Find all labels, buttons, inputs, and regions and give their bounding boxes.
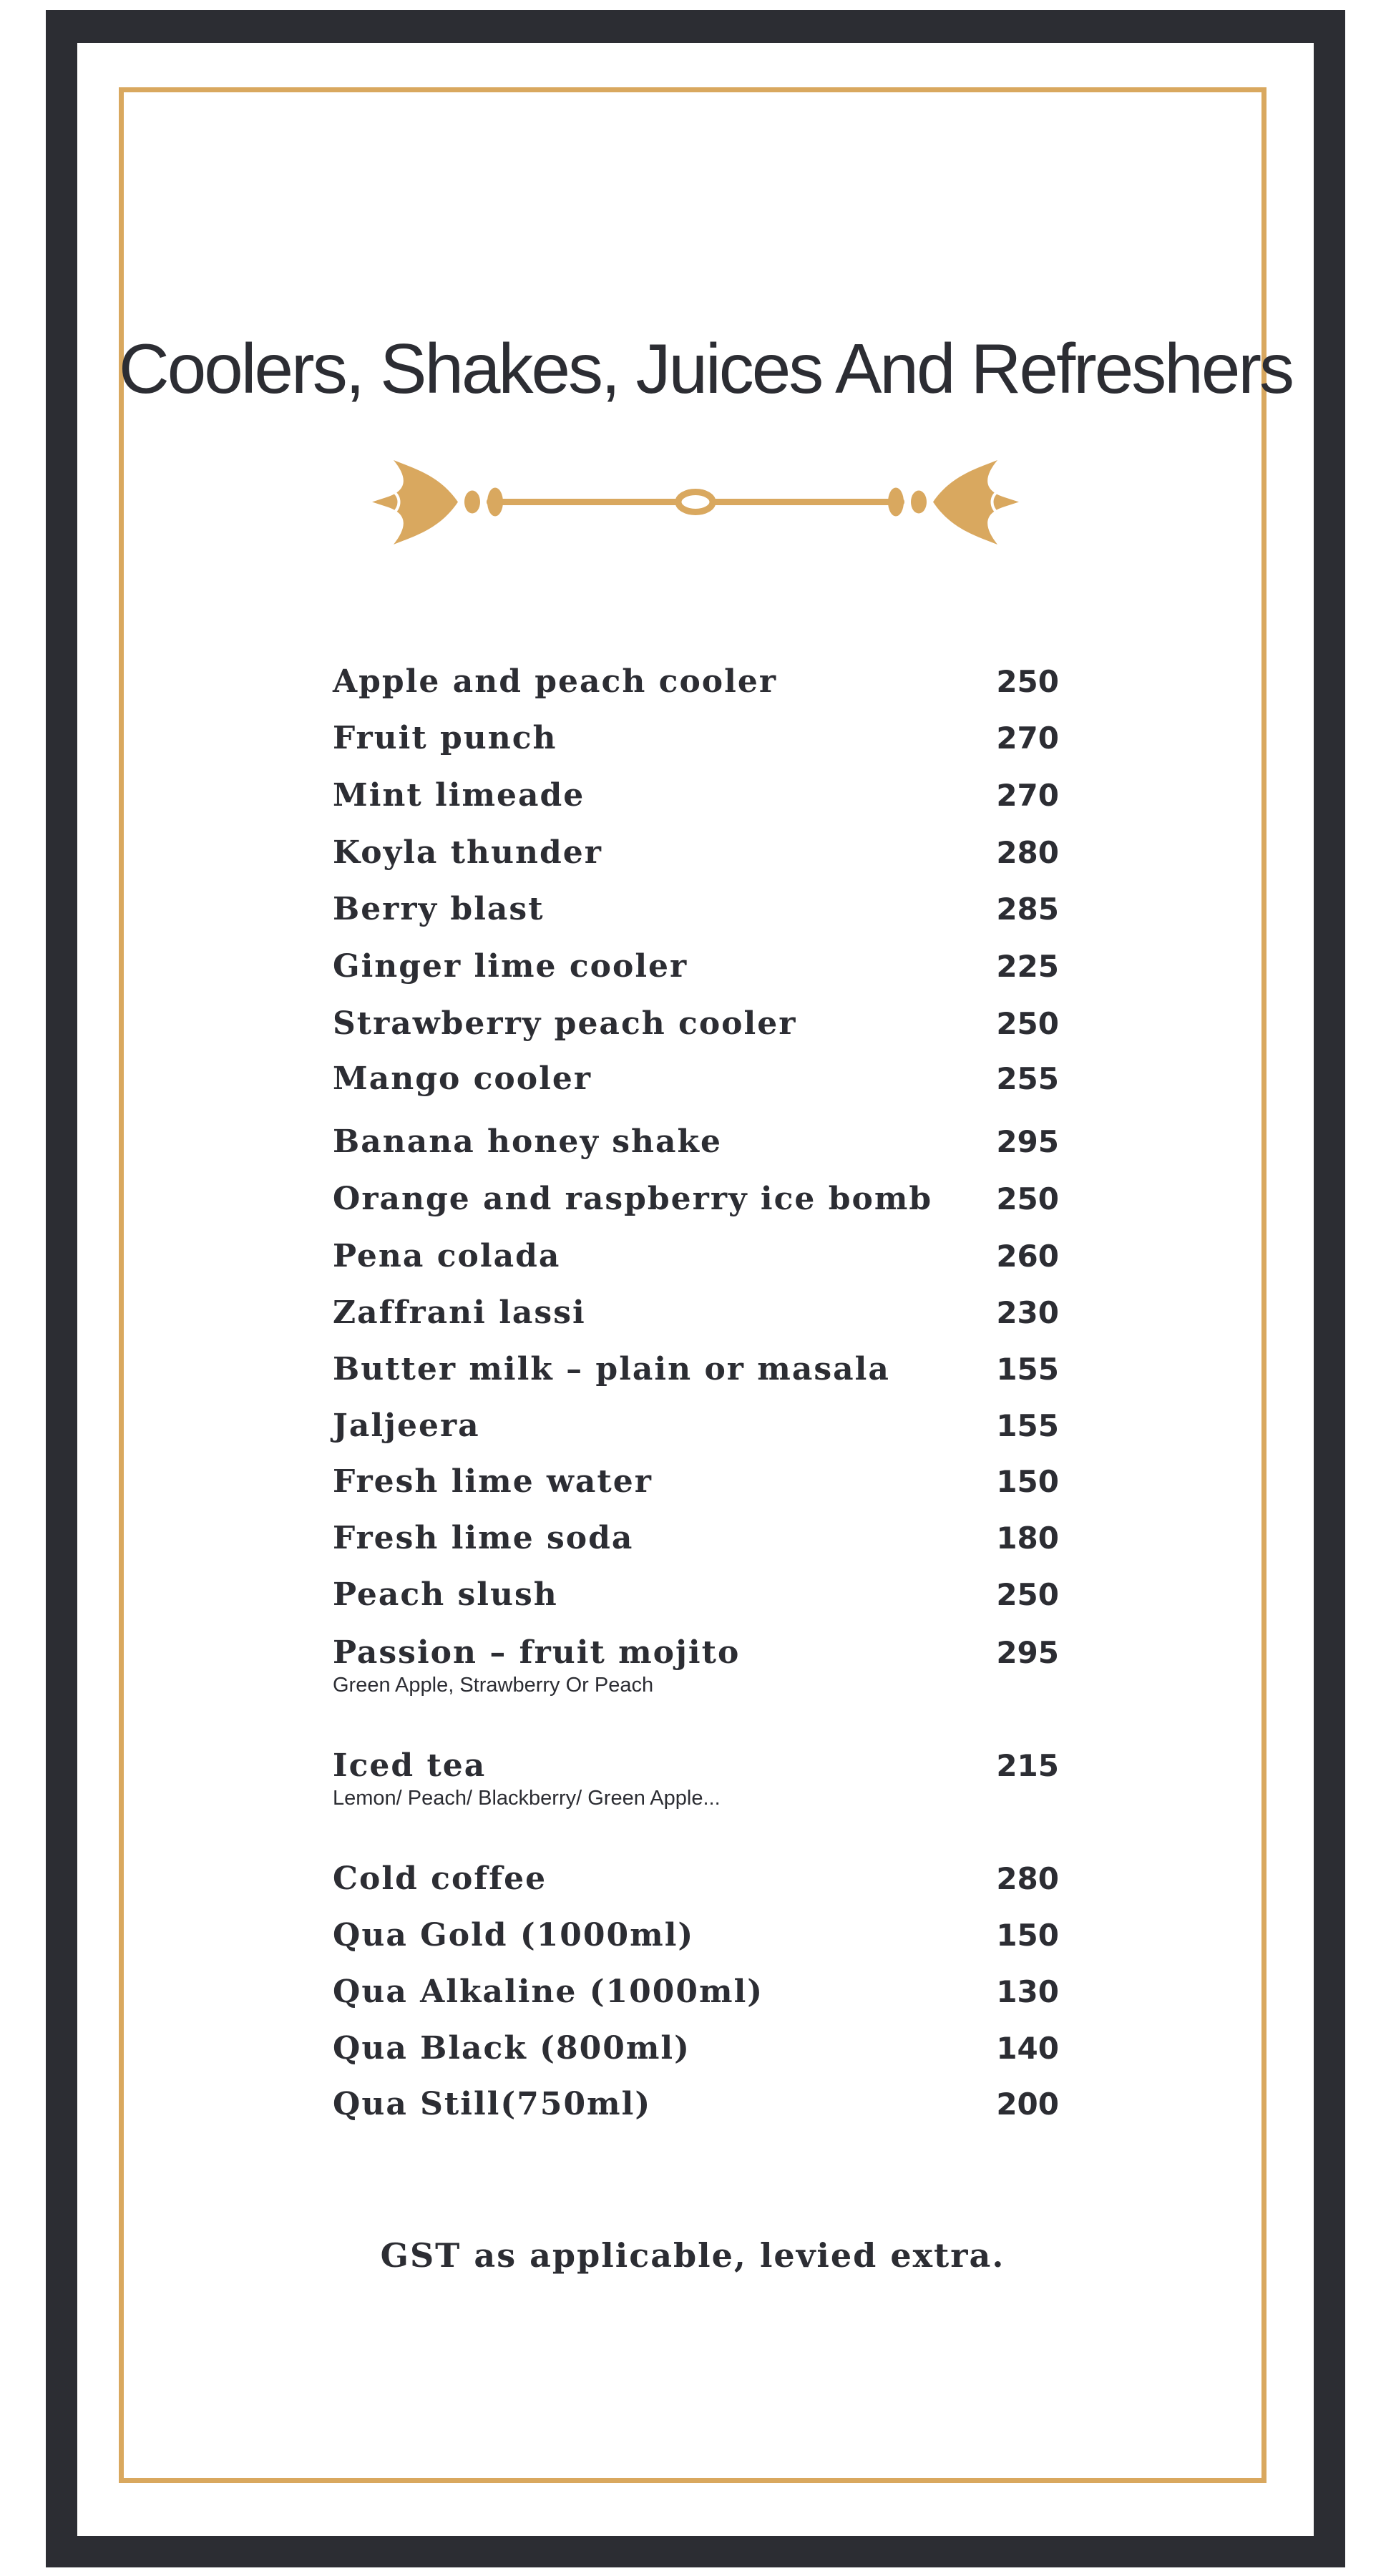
gold-flourish-divider-icon [372,454,1019,550]
menu-item-name: Passion – fruit mojito [333,1634,741,1671]
menu-item-name: Zaffrani lassi [333,1294,586,1331]
menu-item-price: 280 [996,1861,1059,1896]
menu-item [333,776,1059,819]
menu-item [333,1179,1059,1222]
menu-item-price: 230 [996,1295,1059,1330]
menu-item [333,1462,1059,1505]
menu-item-name: Orange and raspberry ice bomb [333,1181,933,1217]
menu-item-name: Qua Gold (1000ml) [333,1917,695,1953]
menu-item [333,1236,1059,1279]
menu-item-name: Butter milk – plain or masala [333,1351,890,1387]
menu-item-price: 270 [996,721,1059,756]
menu-item-price: 250 [996,1577,1059,1612]
menu-item-price: 200 [996,2087,1059,2122]
menu-item [333,2084,1059,2127]
menu-item-name: Fruit punch [333,720,557,756]
menu-item-price: 280 [996,835,1059,870]
menu-item-price: 285 [996,892,1059,927]
menu-item-name: Qua Black (800ml) [333,2030,690,2067]
menu-item-price: 155 [996,1408,1059,1443]
menu-item-name: Cold coffee [333,1860,547,1897]
menu-item-name: Mango cooler [333,1060,592,1097]
menu-item-price: 295 [996,1635,1059,1670]
menu-item [333,2029,1059,2072]
menu-item [333,889,1059,932]
menu-item-name: Fresh lime water [333,1463,653,1500]
menu-item [333,1916,1059,1958]
menu-item-price: 130 [996,1974,1059,2009]
menu-item-name: Fresh lime soda [333,1520,634,1556]
menu-item-name: Peach slush [333,1576,558,1613]
menu-item-price: 140 [996,2031,1059,2066]
menu-item [333,1350,1059,1392]
menu-item [333,1746,1059,1810]
menu-item [333,1004,1059,1047]
menu-item-name: Apple and peach cooler [333,663,778,700]
menu-item-name: Jaljeera [333,1407,480,1444]
menu-item-name: Strawberry peach cooler [333,1005,797,1042]
menu-item [333,1518,1059,1561]
menu-item-price: 155 [996,1352,1059,1387]
menu-item-price: 225 [996,949,1059,984]
menu-item-price: 255 [996,1061,1059,1096]
menu-item [333,1633,1059,1697]
menu-item-note: Lemon/ Peach/ Blackberry/ Green Apple... [333,1787,721,1810]
menu-item [333,1406,1059,1449]
menu-item [333,833,1059,876]
menu-item-price: 250 [996,1181,1059,1216]
menu-item [333,662,1059,705]
menu-item-name: Koyla thunder [333,834,602,871]
menu-item-price: 260 [996,1239,1059,1274]
menu-item [333,1972,1059,2015]
menu-item-name: Berry blast [333,891,545,927]
menu-item-name: Iced tea [333,1747,487,1784]
menu-item-name: Mint limeade [333,777,585,814]
menu-item [333,947,1059,990]
menu-item-price: 295 [996,1124,1059,1159]
menu-item [333,718,1059,761]
tax-footer-note: GST as applicable, levied extra. [380,2236,1005,2275]
menu-item-name: Qua Still(750ml) [333,2086,652,2122]
menu-item-name: Pena colada [333,1238,561,1274]
menu-item-price: 215 [996,1748,1059,1783]
menu-item-price: 150 [996,1464,1059,1499]
menu-item [333,1293,1059,1336]
menu-item-price: 150 [996,1918,1059,1953]
menu-item [333,1122,1059,1165]
page-title: Coolers, Shakes, Juices And Refreshers [119,329,1292,408]
menu-item [333,1059,1059,1102]
menu-item-name: Qua Alkaline (1000ml) [333,1974,764,2010]
menu-item-price: 270 [996,778,1059,813]
menu-item-name: Ginger lime cooler [333,948,688,985]
menu-item [333,1859,1059,1902]
menu-item-price: 180 [996,1521,1059,1556]
menu-item-price: 250 [996,664,1059,699]
menu-item-price: 250 [996,1006,1059,1041]
menu-item-name: Banana honey shake [333,1123,722,1160]
menu-item-note: Green Apple, Strawberry Or Peach [333,1674,654,1697]
menu-item [333,1575,1059,1618]
